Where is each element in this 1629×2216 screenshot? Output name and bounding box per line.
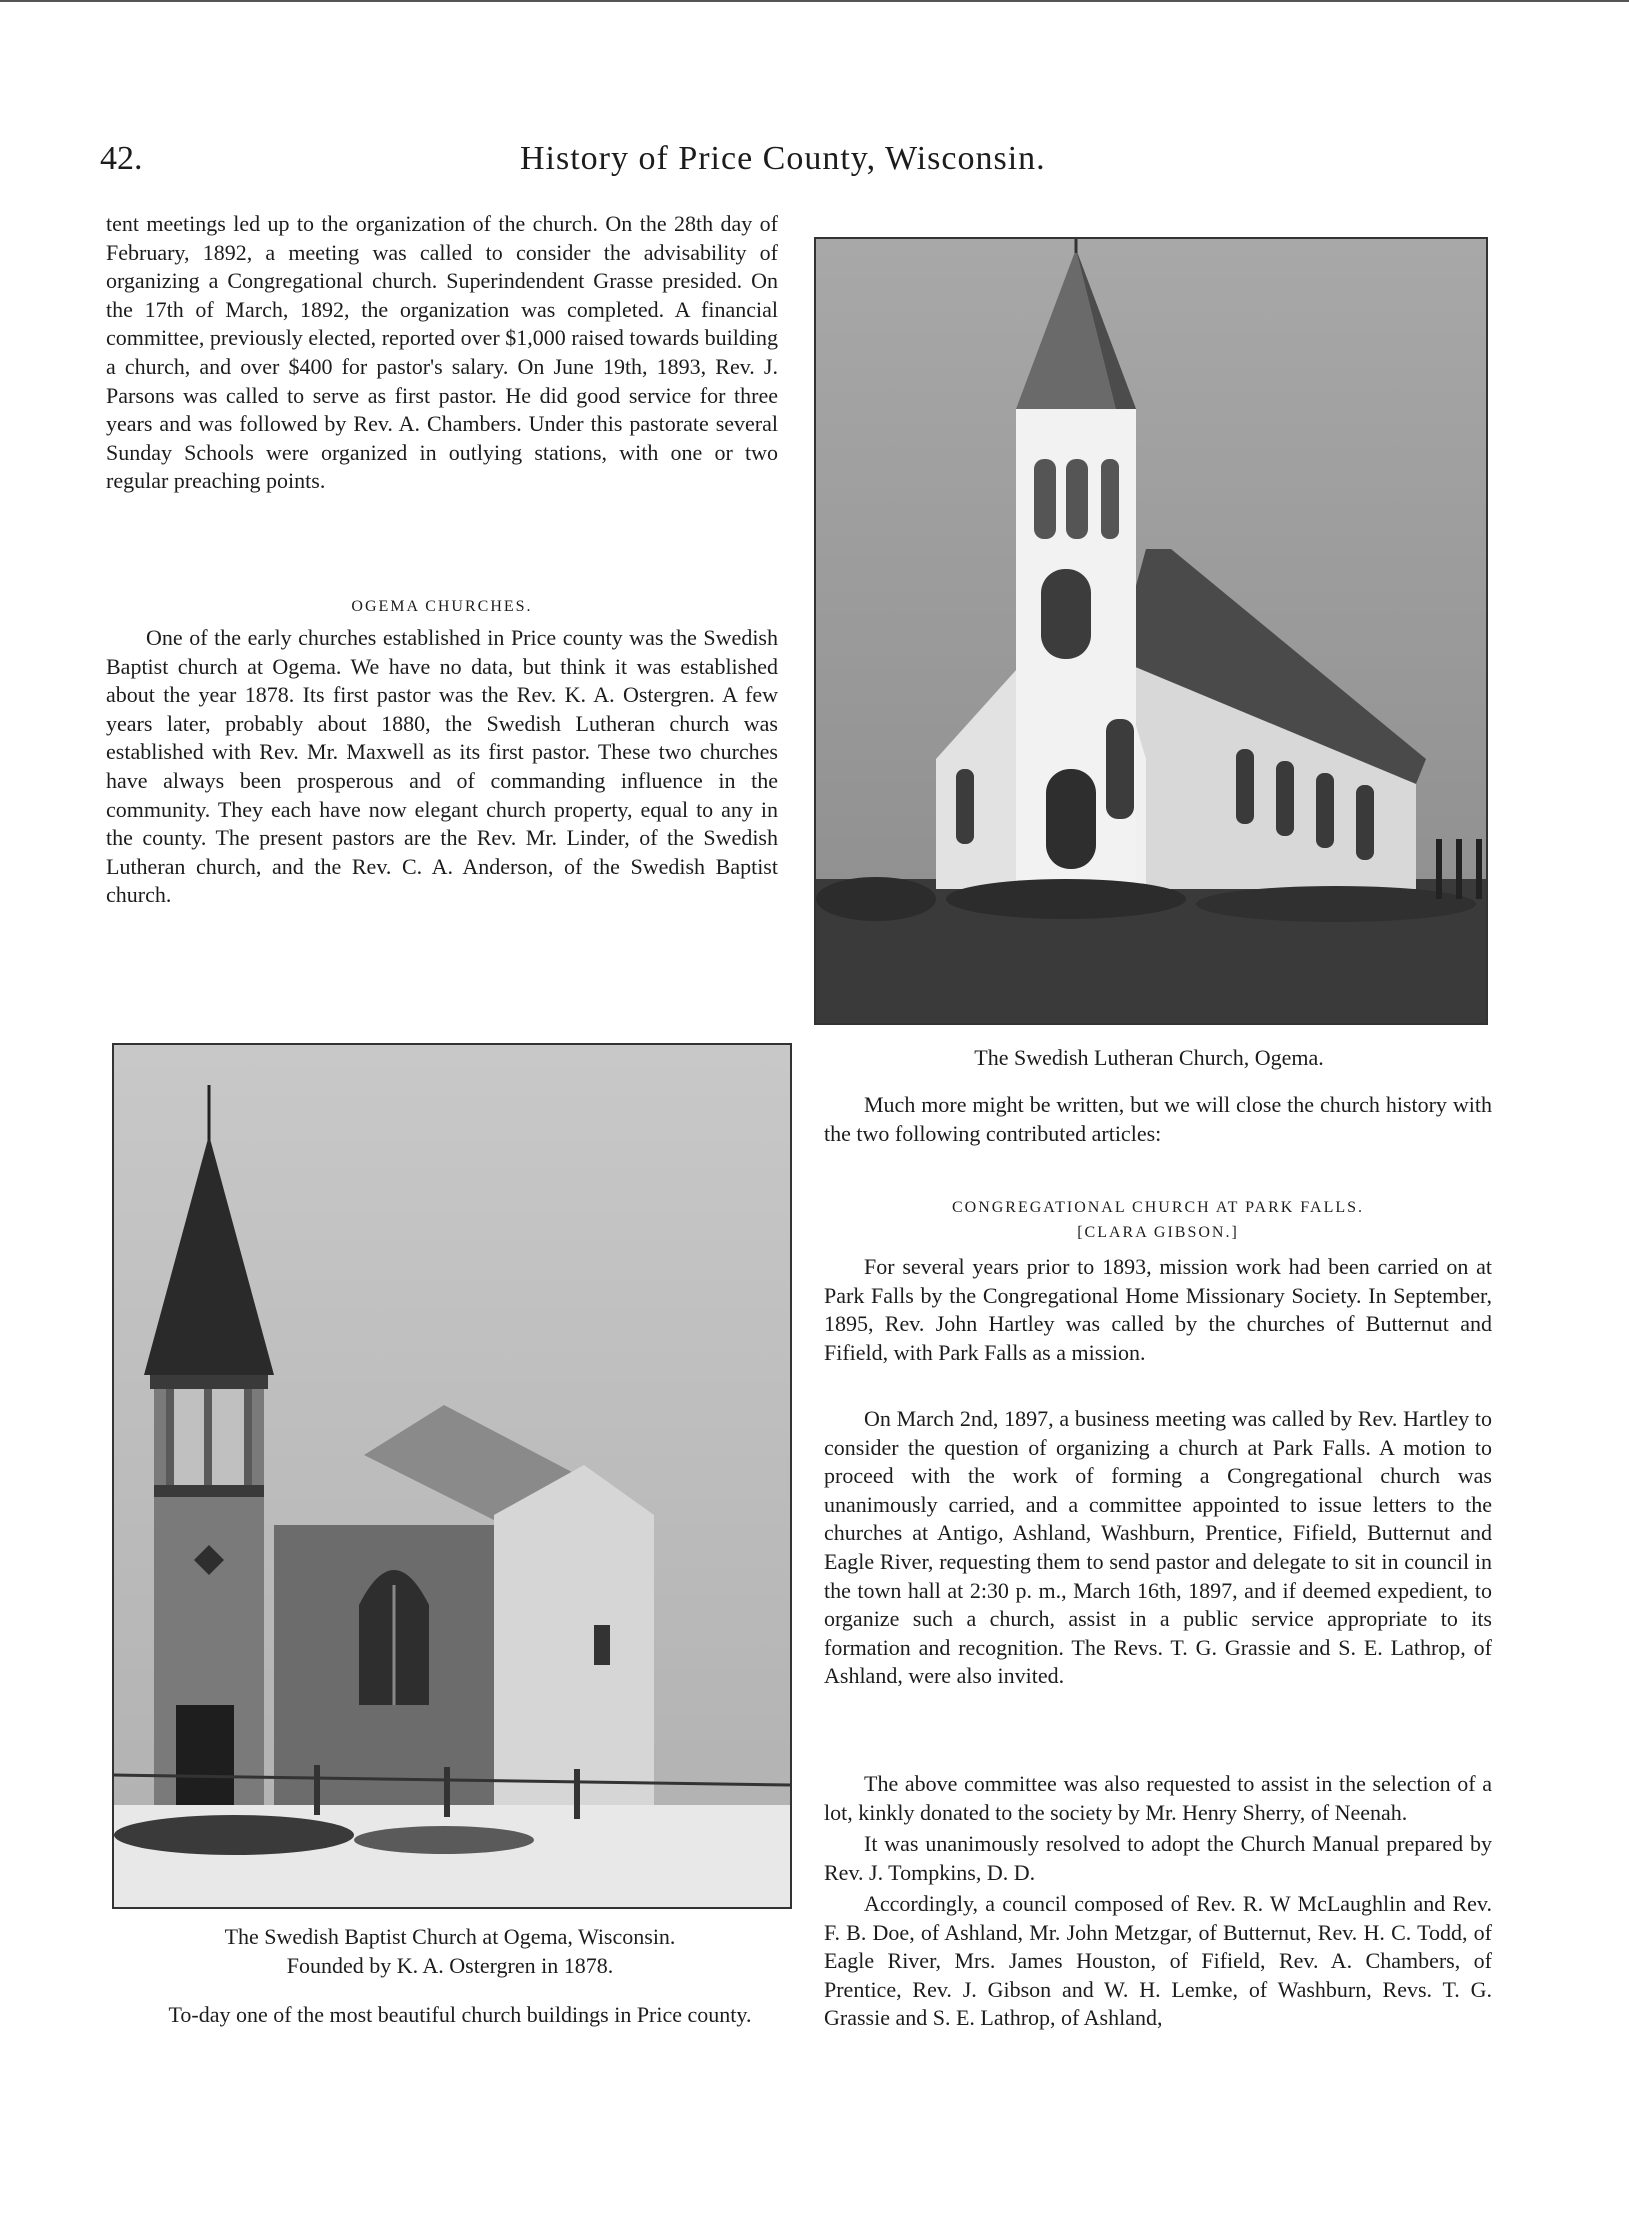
running-title: History of Price County, Wisconsin.: [520, 140, 1046, 177]
top-rule: [0, 0, 1629, 2]
section-heading-park-falls: CONGREGATIONAL CHURCH AT PARK FALLS.: [951, 1199, 1365, 1216]
paragraph-closing-history: Much more might be written, but we will close the church history with the two following contributed articles:: [824, 1092, 1492, 1146]
photo-swedish-lutheran-church: [814, 237, 1488, 1025]
caption-baptist-line1: The Swedish Baptist Church at Ogema, Wisconsin.: [224, 1924, 676, 1949]
paragraph-congregational-intro: tent meetings led up to the organization of the church. On the 28th day of February, 1892, a meeting was called to consider the advisability of organizing a Congregational church. Superindendent Grasse presided. On the 17th of March, 1892, the organization was completed. A financial committee, previously elected, reported over $1,000 raised towards building a church, and over $400 for pastor's salary. On June 19th, 1893, Rev. J. Parsons was called to serve as first pastor. He did good service for three years and was followed by Rev. A. Chambers. Under this pastorate several Sunday Schools were organized in outlying stations, with one or two regular preaching points.: [106, 211, 778, 494]
caption-baptist-note: To-day one of the most beautiful church buildings in Price county.: [168, 2002, 752, 2027]
paragraph-business-meeting: On March 2nd, 1897, a business meeting was called by Rev. Hartley to consider the question of organizing a church at Park Falls. A motion to proceed with the work of forming a Congregational church was unanimously carried, and a committee appointed to issue letters to the churches at Antigo, Ashland, Washburn, Prentice, Fifield, Butternut and Eagle River, requesting them to send pastor and delegate to sit in council in the town hall at 2:30 p. m., March 16th, 1897, and if deemed expedient, to organize such a church, assist in a public service appropriate to its formation and recognition. The Revs. T. G. Grassie and S. E. Lathrop, of Ashland, were also invited.: [824, 1406, 1492, 1689]
paragraph-lot-selection: The above committee was also requested to assist in the selection of a lot, kinkly donated to the society by Mr. Henry Sherry, of Neenah.: [824, 1771, 1492, 1825]
paragraph-church-manual: It was unanimously resolved to adopt the Church Manual prepared by Rev. J. Tompkins, D. D.: [824, 1831, 1492, 1885]
caption-swedish-lutheran-church: The Swedish Lutheran Church, Ogema.: [974, 1045, 1324, 1070]
paragraph-mission-work: For several years prior to 1893, mission work had been carried on at Park Falls by the Congregational Home Missionary Society. In September, 1895, Rev. John Hartley was called by the churches of Butternut and Fifield, with Park Falls as a mission.: [824, 1254, 1492, 1365]
section-heading-ogema-churches: OGEMA CHURCHES.: [351, 598, 533, 615]
page-header: [100, 140, 1520, 190]
paragraph-council: Accordingly, a council composed of Rev. R. W McLaughlin and Rev. F. B. Doe, of Ashland, Mr. John Metzgar, of Butternut, Rev. H. C. Todd, of Eagle River, Mrs. James Houston, of Fifield, Rev. A. Chambers, of Prentice, Rev. J. Gibson and W. H. Lemke, of Washburn, Revs. T. G. Grassie and S. E. Lathrop, of Ashland,: [824, 1891, 1492, 2031]
photo-swedish-baptist-church: [112, 1043, 792, 1909]
paragraph-ogema-churches: One of the early churches established in Price county was the Swedish Baptist church at Ogema. We have no data, but think it was established about the year 1878. Its first pastor was the Rev. K. A. Ostergren. A few years later, probably about 1880, the Swedish Lutheran church was established with Rev. Mr. Maxwell as its first pastor. These two churches have always been prosperous and of commanding influence in the community. They each have now elegant church property, equal to any in the county. The present pastors are the Rev. Mr. Linder, of the Swedish Lutheran church, and the Rev. C. A. Anderson, of the Swedish Baptist church.: [106, 625, 778, 908]
caption-baptist-line2: Founded by K. A. Ostergren in 1878.: [286, 1953, 614, 1978]
page-number: 42.: [100, 140, 143, 177]
section-subheading-author: [CLARA GIBSON.]: [1077, 1224, 1239, 1241]
